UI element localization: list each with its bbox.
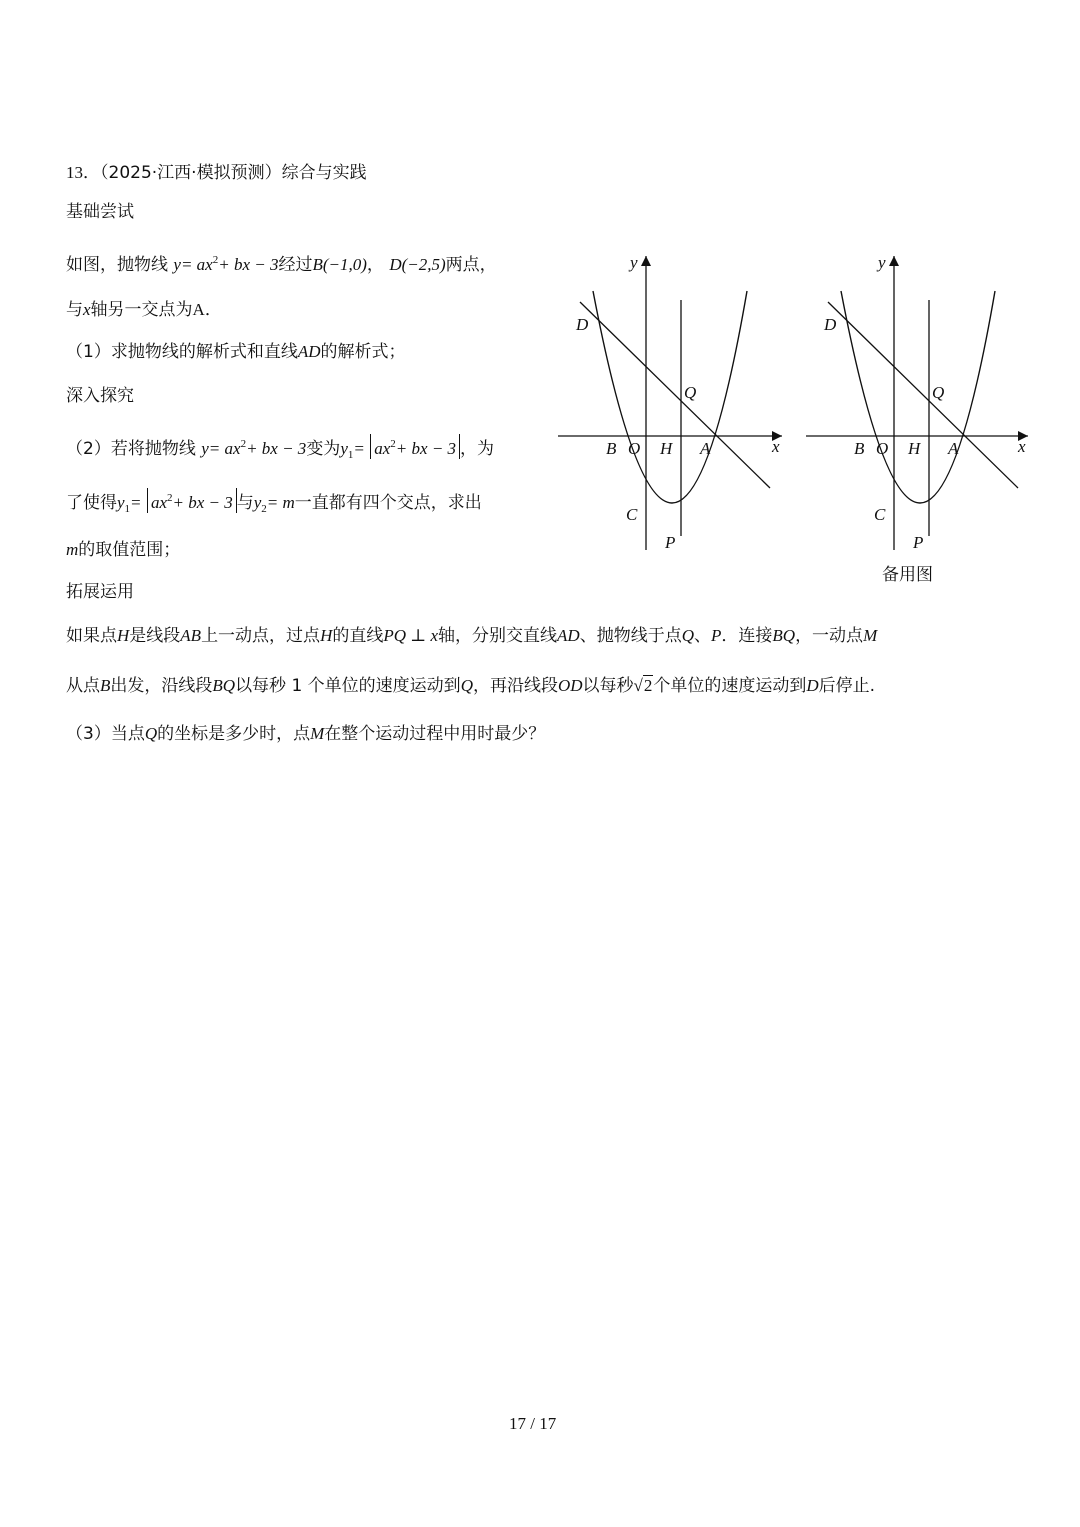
section-deep: 深入探究 xyxy=(66,386,134,406)
line-ad xyxy=(580,302,770,488)
q2-eq-tail: + bx − 3 xyxy=(246,439,307,458)
q3-c: 在整个运动过程中用时最少？ xyxy=(324,724,546,744)
ext1-b: 是线段 xyxy=(129,626,181,646)
a-label: A xyxy=(192,300,205,319)
sqrt-two: 2 xyxy=(643,676,653,695)
label-a: A xyxy=(700,439,711,458)
h-var: H xyxy=(117,626,130,645)
label-c-2: C xyxy=(874,505,886,524)
problem-header xyxy=(66,158,367,183)
q2-abs-inner-b: + bx − 3 xyxy=(172,493,233,512)
label-y: y xyxy=(630,253,638,272)
ext1-g: 、 xyxy=(694,626,711,646)
q2-eq-y: y xyxy=(201,439,209,458)
q2-text-g: 的取值范围； xyxy=(78,540,181,560)
label-q-2: Q xyxy=(932,383,945,402)
question-3 xyxy=(66,722,545,746)
label-x-2: x xyxy=(1018,437,1026,456)
label-o: O xyxy=(628,439,641,458)
period: ． xyxy=(204,300,222,320)
ext2-a: 从点 xyxy=(66,676,100,696)
parabola-2 xyxy=(841,291,995,503)
label-b-2: B xyxy=(854,439,865,458)
label-p: P xyxy=(665,533,676,552)
eq-tail: + bx − 3 xyxy=(218,255,279,274)
q2-y1-sub: 1 xyxy=(124,503,131,515)
question-2-line-2 xyxy=(66,488,482,521)
problem-source: （2025·江西·模拟预测） xyxy=(100,163,282,183)
ext1-f: 、抛物线于点 xyxy=(579,626,682,646)
intro-line-2 xyxy=(66,298,222,322)
question-2-line-3 xyxy=(66,538,180,562)
parabola xyxy=(593,291,747,503)
y2-sub: 2 xyxy=(261,503,267,515)
ext1-i: ，一动点 xyxy=(795,626,864,646)
ext2-b: 出发，沿线段 xyxy=(110,676,213,696)
y-axis-arrow-2 xyxy=(889,256,899,266)
abs-exp: 2 xyxy=(390,438,396,450)
q2-y1-var: y xyxy=(117,493,125,512)
problem-topic: 综合与实践 xyxy=(281,163,367,183)
q-var: Q xyxy=(681,626,694,645)
intro-text-b: 经过 xyxy=(278,255,313,275)
q1-text-b: 的解析式； xyxy=(320,342,406,362)
point-d: D(−2,5) xyxy=(389,255,446,274)
ext2-d: ，再沿线段 xyxy=(472,676,558,696)
extension-line-1 xyxy=(66,624,877,648)
y2-var: y xyxy=(253,493,262,512)
q2-text-e: 与 xyxy=(236,493,254,513)
label-h: H xyxy=(660,439,673,458)
q1-label: （1） xyxy=(66,342,111,362)
q-var-2: Q xyxy=(460,676,473,695)
q3-label: （3） xyxy=(66,724,111,744)
q2-label: （2） xyxy=(66,439,111,459)
section-ext: 拓展运用 xyxy=(66,582,134,602)
ext2-c: 以每秒 1 个单位的速度运动到 xyxy=(235,676,461,696)
ext2-f: 个单位的速度运动到 xyxy=(653,676,807,696)
abs-inner-b: + bx − 3 xyxy=(395,439,457,458)
y-axis-arrow xyxy=(641,256,651,266)
intro-text-a: 如图，抛物线 xyxy=(66,255,168,275)
eq-rhs: = ax xyxy=(180,255,213,274)
figure-main-svg xyxy=(550,250,790,560)
label-h-2: H xyxy=(908,439,921,458)
figure-caption: 备用图 xyxy=(882,565,933,585)
b-var: B xyxy=(100,676,111,695)
label-a-2: A xyxy=(948,439,959,458)
q2-text-b: 变为 xyxy=(306,439,341,459)
ad-var: AD xyxy=(297,342,321,361)
d-var: D xyxy=(806,676,819,695)
abs-expression xyxy=(370,434,460,459)
abs-inner-a: ax xyxy=(374,439,391,458)
q2-eq-exp: 2 xyxy=(240,438,247,450)
ext1-d: 的直线 xyxy=(332,626,384,646)
label-p-2: P xyxy=(913,533,924,552)
q2-abs-inner-a: ax xyxy=(150,493,167,512)
m-point-var: M xyxy=(863,626,878,645)
label-d: D xyxy=(576,315,589,334)
page-number: 17 / 17 xyxy=(509,1414,557,1433)
section-basic: 基础尝试 xyxy=(66,202,134,222)
q2-text-c: ，为 xyxy=(460,439,495,459)
q2-text-a: 若将抛物线 xyxy=(110,439,196,459)
point-b: B(−1,0) xyxy=(312,255,367,274)
ext1-h: ．连接 xyxy=(721,626,773,646)
q3-a: 当点 xyxy=(110,724,145,744)
p-var: P xyxy=(711,626,722,645)
q2-text-f: 一直都有四个交点，求出 xyxy=(294,493,482,513)
ad-var-2: AD xyxy=(557,626,580,645)
label-o-2: O xyxy=(876,439,889,458)
line2-text-a: 与 xyxy=(66,300,83,320)
q2-eq-sign: = xyxy=(130,493,142,512)
label-d-2: D xyxy=(824,315,837,334)
ext2-g: 后停止. xyxy=(818,676,876,696)
x-var: x xyxy=(83,300,91,319)
y1-var: y xyxy=(340,439,348,458)
q3-m-var: M xyxy=(310,724,325,743)
eq-sign: = xyxy=(353,439,365,458)
label-b: B xyxy=(606,439,617,458)
label-q: Q xyxy=(684,383,697,402)
m-var: m xyxy=(66,540,79,559)
label-c: C xyxy=(626,505,638,524)
intro-text-c: 两点， xyxy=(445,255,497,275)
ext2-e: 以每秒 xyxy=(582,676,634,696)
problem-number: 13． xyxy=(66,163,100,182)
eq-exp: 2 xyxy=(212,254,219,266)
figure-backup xyxy=(798,250,1038,565)
q2-abs-expression xyxy=(147,488,237,513)
ext1-c: 上一动点，过点 xyxy=(201,626,321,646)
eq-m: = m xyxy=(266,493,295,512)
pq-perp: PQ ⊥ x xyxy=(383,626,439,645)
figure-main xyxy=(550,250,790,565)
q2-text-d: 了使得 xyxy=(66,493,117,513)
question-1 xyxy=(66,340,406,364)
q2-eq-rhs: = ax xyxy=(208,439,241,458)
label-x: x xyxy=(772,437,780,456)
comma-1: ， xyxy=(366,255,384,275)
q3-q-var: Q xyxy=(144,724,158,743)
label-y-2: y xyxy=(878,253,886,272)
figure-backup-svg xyxy=(798,250,1038,560)
od-var: OD xyxy=(557,676,583,695)
question-2-line-1 xyxy=(66,432,494,467)
q2-abs-exp: 2 xyxy=(166,492,173,504)
bq-var-2: BQ xyxy=(212,676,236,695)
q3-b: 的坐标是多少时，点 xyxy=(157,724,311,744)
ext1-a: 如果点 xyxy=(66,626,117,646)
line-ad-2 xyxy=(828,302,1018,488)
h-var-2: H xyxy=(320,626,333,645)
bq-var: BQ xyxy=(772,626,796,645)
intro-line-1 xyxy=(66,248,497,277)
ext1-e: 轴，分别交直线 xyxy=(438,626,558,646)
ab-var: AB xyxy=(180,626,202,645)
eq-y: y xyxy=(173,255,181,274)
y1-sub: 1 xyxy=(347,449,354,461)
line2-text-b: 轴另一交点为 xyxy=(90,300,193,320)
extension-line-2: 从点B出发，沿线段BQ以每秒 1 个单位的速度运动到Q，再沿线段OD以每秒√2个单位的速度运动到D后停止. xyxy=(66,676,876,696)
q1-text-a: 求抛物线的解析式和直线 xyxy=(110,342,298,362)
